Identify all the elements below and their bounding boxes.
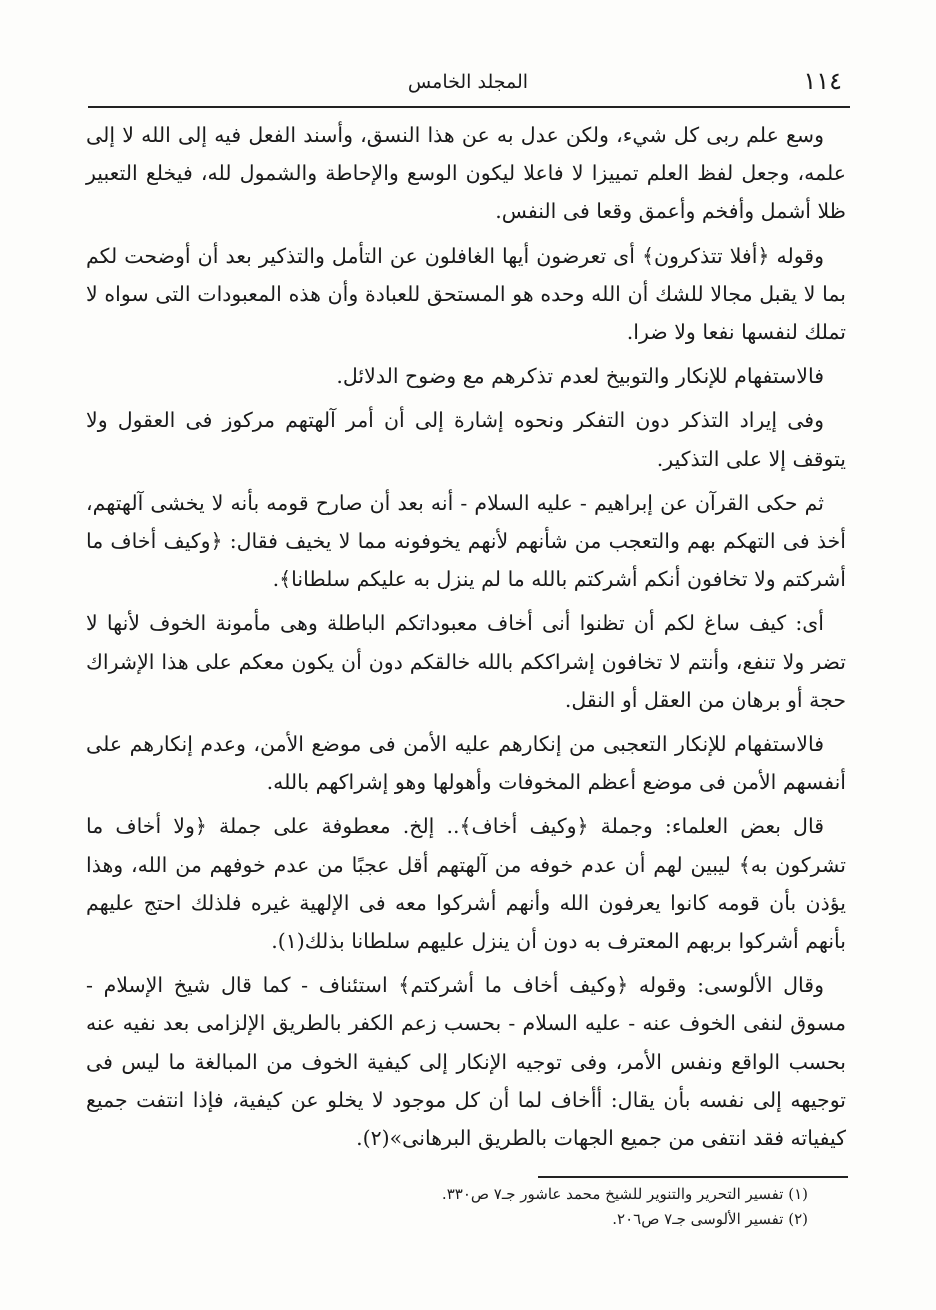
running-title: المجلد الخامس xyxy=(407,71,529,93)
paragraph: وقال الألوسى: وقوله ﴿وكيف أخاف ما أشركتم﴾ استئناف - كما قال شيخ الإسلام - مسوق لنفى الخوف عنه - عليه السلام - بحسب زعم الكفر بالطريق الإلزامى بعد نفيه عنه بحسب الواقع ونفس الأمر، وفى توجيه الإنكار إلى كيفية الخوف من المبالغة ما ليس فى توجيهه إلى نفسه بأن يقال: أأخاف لما أن كل موجود لا يخلو عن كيفية، فإذا انتفت جميع كيفياته فقد انتفى من جميع الجهات بالطريق البرهانى»(٢). xyxy=(86,973,846,1151)
paragraph: وفى إيراد التذكر دون التفكر ونحوه إشارة إلى أن أمر آلهتهم مركوز فى العقول ولا يتوقف إلا على التذكير. xyxy=(86,408,846,471)
paragraph: أى: كيف ساغ لكم أن تظنوا أنى أخاف معبوداتكم الباطلة وهى مأمونة الخوف لأنها لا تضر ولا تنفع، وأنتم لا تخافون إشراككم بالله خالقكم دون أن يكون معكم على هذا الإشراك حجة أو برهان من العقل أو النقل. xyxy=(86,611,846,712)
page-header xyxy=(88,60,848,104)
footnote-rule xyxy=(538,1176,848,1178)
paragraph: وسع علم ربى كل شيء، ولكن عدل به عن هذا النسق، وأسند الفعل فيه إلى الله لا إلى علمه، وجعل لفظ العلم تمييزا لا فاعلا ليكون الوسع والإحاطة والشمول لله، فيخلع التعبير ظلا أشمل وأفخم وأعمق وقعا فى النفس. xyxy=(86,123,846,224)
page-number: ١١٤ xyxy=(803,67,842,95)
paragraph: فالاستفهام للإنكار التعجبى من إنكارهم عليه الأمن فى موضع الأمن، وعدم إنكارهم على أنفسهم الأمن فى موضع أعظم المخوفات وأهولها وهو إشراكهم بالله. xyxy=(86,732,846,795)
paragraph: ثم حكى القرآن عن إبراهيم - عليه السلام - أنه بعد أن صارح قومه بأنه لا يخشى آلهتهم، أخذ فى التهكم بهم والتعجب من شأنهم لأنهم يخوفونه مما لا يخيف فقال: ﴿وكيف أخاف ما أشركتم ولا تخافون أنكم أشركتم بالله ما لم ينزل به عليكم سلطانا﴾. xyxy=(86,490,846,592)
paragraph: فالاستفهام للإنكار والتوبيخ لعدم تذكرهم مع وضوح الدلائل. xyxy=(336,364,824,389)
body-text xyxy=(86,116,846,1163)
header-rule xyxy=(88,106,850,108)
paragraph: قال بعض العلماء: وجملة ﴿وكيف أخاف﴾.. إلخ. معطوفة على جملة ﴿ولا أخاف ما تشركون به﴾ ليبين لهم أن عدم خوفه من آلهتهم أقل عجبًا من عدم خوفهم من الله، وهذا يؤذن بأن قومه كانوا يعرفون الله وأنهم أشركوا معه فى الإلهية غيره فلذلك احتج عليهم بأنهم أشركوا بربهم المعترف به دون أن ينزل عليهم سلطانا بذلك(١). xyxy=(86,814,846,954)
footnotes xyxy=(300,1182,808,1232)
paragraph: وقوله ﴿أفلا تتذكرون﴾ أى تعرضون أيها الغافلون عن التأمل والتذكير بعد أن أوضحت لكم بما لا يقبل مجالا للشك أن الله وحده هو المستحق للعبادة وأن هذه المعبودات التى سواه لا تملك لنفسها نفعا ولا ضرا. xyxy=(86,243,846,345)
footnote: (١) تفسير التحرير والتنوير للشيخ محمد عاشور جـ٧ ص٣٣٠. xyxy=(441,1185,808,1203)
footnote: (٢) تفسير الألوسى جـ٧ ص٢٠٦. xyxy=(612,1210,808,1228)
